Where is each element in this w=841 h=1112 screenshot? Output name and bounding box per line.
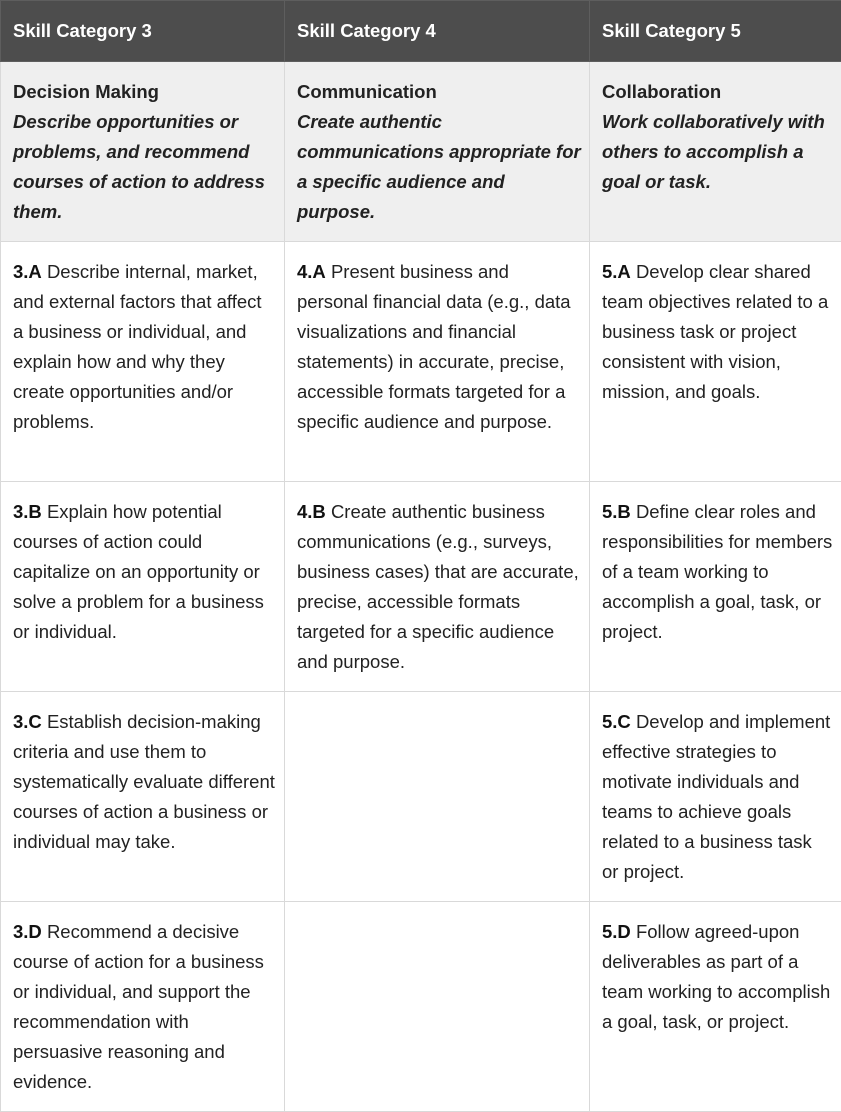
skill-text: Define clear roles and responsibilities for members of a team working to accomplish a goal, task, or project. bbox=[602, 501, 832, 642]
skill-code: 4.A bbox=[297, 261, 326, 282]
skill-cell-5c bbox=[590, 692, 841, 902]
skill-cell-3c bbox=[1, 692, 285, 902]
intro-cell-communication bbox=[285, 62, 590, 242]
intro-description: Work collaboratively with others to accomplish a goal or task. bbox=[602, 107, 833, 197]
skill-cell-3b bbox=[1, 482, 285, 692]
skill-text: Follow agreed-upon deliverables as part of a team working to accomplish a goal, task, or project. bbox=[602, 921, 830, 1032]
intro-description: Describe opportunities or problems, and recommend courses of action to address them. bbox=[13, 107, 276, 227]
skill-text: Recommend a decisive course of action for a business or individual, and support the recommendation with persuasive reasoning and evidence. bbox=[13, 921, 264, 1092]
skill-text: Present business and personal financial data (e.g., data visualizations and financial statements) in accurate, precise, accessible formats targeted for a specific audience and purpose. bbox=[297, 261, 571, 432]
table-body bbox=[1, 62, 841, 1112]
skill-code: 3.C bbox=[13, 711, 42, 732]
intro-cell-decision-making bbox=[1, 62, 285, 242]
skill-code: 5.A bbox=[602, 261, 631, 282]
skill-cell-3a bbox=[1, 242, 285, 482]
intro-title: Decision Making bbox=[13, 77, 276, 107]
header-skill-category-3: Skill Category 3 bbox=[1, 1, 285, 62]
skill-cell-4b bbox=[285, 482, 590, 692]
header-skill-category-5: Skill Category 5 bbox=[590, 1, 841, 62]
skill-text: Establish decision-making criteria and use them to systematically evaluate different courses of action a business or individual may take. bbox=[13, 711, 275, 852]
skill-code: 5.C bbox=[602, 711, 631, 732]
header-row bbox=[1, 1, 841, 62]
table-row bbox=[1, 482, 841, 692]
skill-code: 3.A bbox=[13, 261, 42, 282]
skill-cell-5b bbox=[590, 482, 841, 692]
header-skill-category-4: Skill Category 4 bbox=[285, 1, 590, 62]
skill-code: 3.D bbox=[13, 921, 42, 942]
skill-text: Describe internal, market, and external factors that affect a business or individual, and explain how and why they create opportunities and/or problems. bbox=[13, 261, 262, 432]
skill-cell-3d bbox=[1, 902, 285, 1112]
intro-cell-collaboration bbox=[590, 62, 841, 242]
skill-code: 3.B bbox=[13, 501, 42, 522]
skill-code: 5.D bbox=[602, 921, 631, 942]
empty-cell bbox=[285, 692, 590, 902]
intro-title: Collaboration bbox=[602, 77, 833, 107]
skill-text: Develop clear shared team objectives related to a business task or project consistent with vision, mission, and goals. bbox=[602, 261, 828, 402]
skill-cell-5a bbox=[590, 242, 841, 482]
skill-code: 4.B bbox=[297, 501, 326, 522]
intro-title: Communication bbox=[297, 77, 581, 107]
table-row bbox=[1, 692, 841, 902]
skill-cell-5d bbox=[590, 902, 841, 1112]
skill-text: Explain how potential courses of action could capitalize on an opportunity or solve a problem for a business or individual. bbox=[13, 501, 264, 642]
skill-text: Create authentic business communications (e.g., surveys, business cases) that are accurate, precise, accessible formats targeted for a specific audience and purpose. bbox=[297, 501, 579, 672]
intro-description: Create authentic communications appropriate for a specific audience and purpose. bbox=[297, 107, 581, 227]
empty-cell bbox=[285, 902, 590, 1112]
table-row bbox=[1, 242, 841, 482]
table-row bbox=[1, 902, 841, 1112]
intro-row bbox=[1, 62, 841, 242]
skill-cell-4a bbox=[285, 242, 590, 482]
skill-code: 5.B bbox=[602, 501, 631, 522]
table-header bbox=[1, 1, 841, 62]
skill-text: Develop and implement effective strategies to motivate individuals and teams to achieve goals related to a business task or project. bbox=[602, 711, 830, 882]
